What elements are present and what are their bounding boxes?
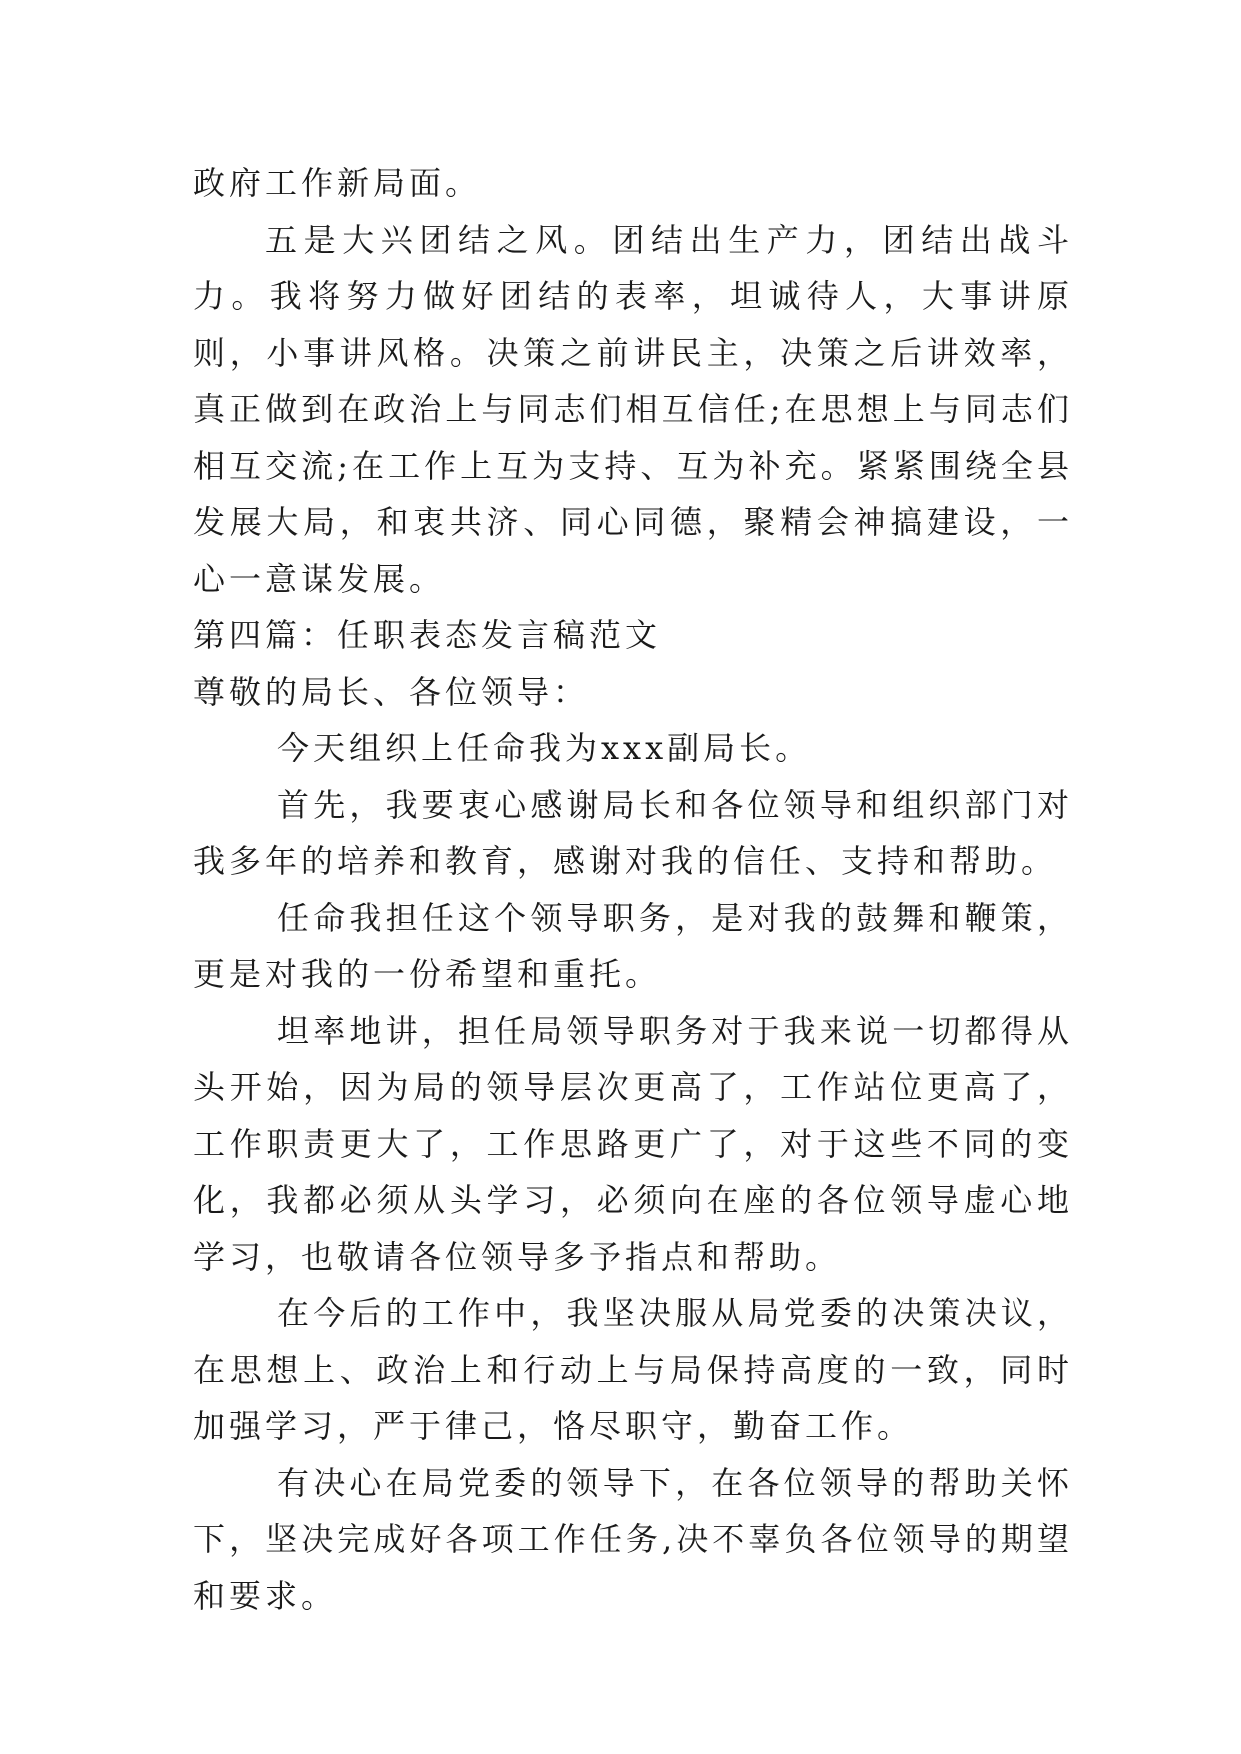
salutation: 尊敬的局长、各位领导：	[193, 672, 590, 711]
paragraph-commitment: 在今后的工作中，我坚决服从局党委的决策决议，在思想上、政治上和行动上与局保持高度的一致，同时加强学习，严于律己，恪尽职守，勤奋工作。	[193, 1294, 1073, 1445]
section-heading: 第四篇：任职表态发言稿范文	[193, 616, 662, 654]
paragraph-thanks: 首先，我要衷心感谢局长和各位领导和组织部门对我多年的培养和教育，感谢对我的信任、支持和帮助。	[193, 785, 1073, 880]
paragraph-resolve: 有决心在局党委的领导下，在各位领导的帮助关怀下，坚决完成好各项工作任务,决不辜负各位领导的期望和要求。	[193, 1463, 1073, 1615]
paragraph-encouragement: 任命我担任这个领导职务，是对我的鼓舞和鞭策，更是对我的一份希望和重托。	[193, 898, 1073, 993]
paragraph-continuation: 政府工作新局面。	[193, 164, 482, 202]
paragraph-unity: 五是大兴团结之风。团结出生产力，团结出战斗力。我将努力做好团结的表率，坦诚待人，大事讲原则，小事讲风格。决策之前讲民主，决策之后讲效率，真正做到在政治上与同志们相互信任;在思想上与同志们相互交流;在工作上互为支持、互为补充。紧紧围绕全县发展大局，和衷共济、同心同德，聚精会神搞建设，一心一意谋发展。	[193, 220, 1073, 598]
paragraph-appointment: 今天组织上任命我为xxx副局长。	[277, 729, 812, 767]
document-body	[193, 155, 1073, 1624]
paragraph-learning: 坦率地讲，担任局领导职务对于我来说一切都得从头开始，因为局的领导层次更高了，工作站位更高了，工作职责更大了，工作思路更广了，对于这些不同的变化，我都必须从头学习，必须向在座的各位领导虚心地学习，也敬请各位领导多予指点和帮助。	[193, 1011, 1073, 1276]
